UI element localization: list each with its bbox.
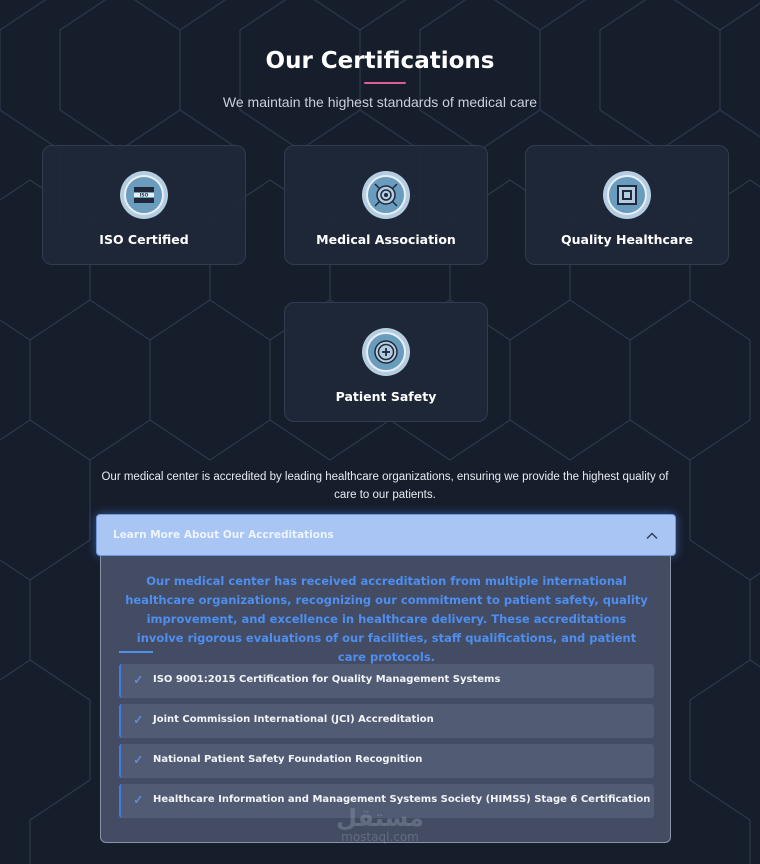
certification-label: Quality Healthcare — [560, 232, 694, 247]
plus-circle-badge-icon — [362, 328, 410, 376]
accreditation-list-item — [119, 704, 654, 738]
accordion-toggle-button[interactable] — [96, 514, 676, 556]
watermark-arabic-text: مستقل — [336, 804, 424, 832]
svg-text:ISO: ISO — [139, 193, 149, 199]
certification-card-quality-healthcare — [525, 145, 729, 265]
watermark-latin-text: mostaql.com — [341, 830, 419, 844]
certification-card-patient-safety — [284, 302, 488, 422]
title-underline — [364, 82, 406, 84]
accreditation-item-text: National Patient Safety Foundation Recognition — [153, 754, 423, 765]
certification-label: Medical Association — [316, 232, 456, 247]
accreditation-item-text: ISO 9001:2015 Certification for Quality Management Systems — [153, 674, 501, 685]
accreditation-item-text: Joint Commission International (JCI) Accreditation — [153, 714, 434, 725]
accordion-panel — [100, 556, 671, 843]
checkmark-icon: ✓ — [133, 673, 144, 688]
checkmark-icon: ✓ — [133, 713, 144, 728]
iso-badge-icon — [120, 171, 168, 219]
accreditation-list-item — [119, 664, 654, 698]
checkmark-icon: ✓ — [133, 753, 144, 768]
mostaql-watermark — [332, 806, 428, 844]
certification-label: ISO Certified — [99, 232, 189, 247]
section-title: Our Certifications — [265, 48, 495, 74]
square-badge-icon — [603, 171, 651, 219]
section-subtitle: We maintain the highest standards of medical care — [222, 94, 538, 110]
certification-label: Patient Safety — [335, 389, 437, 404]
accreditation-intro-text: Our medical center is accredited by leading healthcare organizations, ensuring we provide the highest quality of care to our patients. — [101, 471, 669, 501]
accordion-header-label: Learn More About Our Accreditations — [113, 529, 334, 541]
target-badge-icon — [362, 171, 410, 219]
accent-divider — [119, 651, 153, 653]
chevron-up-icon — [645, 529, 659, 543]
accreditations-accordion — [96, 514, 676, 844]
accordion-description: Our medical center has received accreditation from multiple international healthcare organizations, recognizing our commitment to patient safety, quality improvement, and excellence in healthcare delivery. These accreditations involve rigorous evaluations of our facilities, staff qualifications, and patient care protocols. — [125, 574, 648, 664]
checkmark-icon: ✓ — [133, 793, 144, 808]
certification-card-iso — [42, 145, 246, 265]
accreditation-list-item — [119, 744, 654, 778]
accreditation-item-text: Healthcare Information and Management Systems Society (HIMSS) Stage 6 Certification — [153, 794, 651, 805]
certification-card-medical-association — [284, 145, 488, 265]
